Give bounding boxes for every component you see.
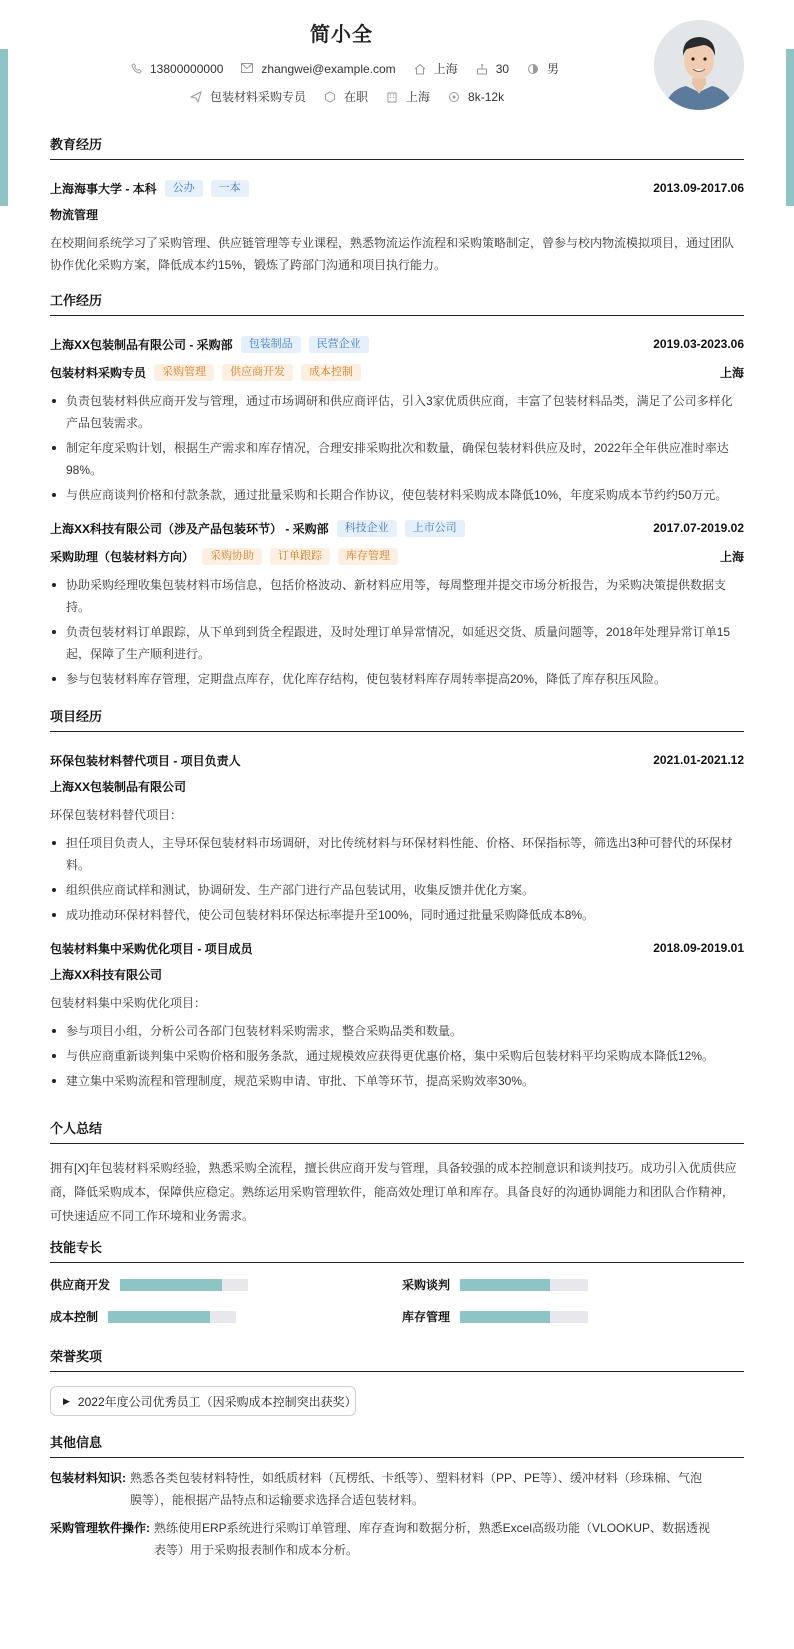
skill-bar [460,1279,588,1291]
project-row [50,750,744,770]
job-intent-row [190,88,522,105]
job-role-row [50,362,744,382]
job-location: 上海 [719,549,744,564]
phone-icon [130,63,142,75]
list-item: 担任项目负责人，主导环保包装材料市场调研，对比传统材料与环保材料性能、价格、环保指标等，筛选出3种可替代的环保材料。 [50,832,744,876]
summary-section [50,1118,744,1228]
list-item: 参与项目小组，分析公司各部门包装材料采购需求，整合采购品类和数量。 [50,1020,744,1042]
list-item: 负责包装材料订单跟踪，从下单到到货全程跟进，及时处理订单异常情况，如延迟交货、质量问题等，2018年处理异常订单15起，保障了生产顺利进行。 [50,621,744,665]
list-item: 组织供应商试样和测试，协调研发、生产部门进行产品包装试用，收集反馈并优化方案。 [50,879,744,901]
other-item [50,1467,710,1511]
education-date: 2013.09-2017.06 [653,181,744,195]
other-section [50,1432,744,1458]
job-location: 上海 [719,365,744,380]
list-item: 制定年度采购计划，根据生产需求和库存情况，合理安排采购批次和数量，确保包装材料供应及时，2022年全年供应准时率达98%。 [50,437,744,481]
list-item: 协助采购经理收集包装材料市场信息，包括价格波动、新材料应用等，每周整理并提交市场分析报告，为采购决策提供数据支持。 [50,574,744,618]
school-name: 上海海事大学 - 本科 [50,181,157,196]
education-desc: 在校期间系统学习了采购管理、供应链管理等专业课程，熟悉物流运作流程和采购策略制定，曾参与校内物流模拟项目，通过团队协作优化采购方案，降低成本约15%，锻炼了跨部门沟通和项目执行能力。 [50,236,735,272]
summary-text: 拥有[X]年包装材料采购经验，熟悉采购全流程，擅长供应商开发与管理，具备较强的成本控制意识和谈判技巧。成功引入优质供应商，降低采购成本，保障供应稳定。熟练运用采购管理软件，能高效处理订单和库存。具备良好的沟通协调能力和团队合作精神，可快速适应不同工作环境和业务需求。 [50,1161,737,1223]
section-title-education: 教育经历 [50,134,744,160]
skill-name: 供应商开发 [50,1278,111,1292]
award-text: 2022年度公司优秀员工（因采购成本控制突出获奖） [77,1394,357,1409]
list-item: 与供应商重新谈判集中采购价格和服务条款，通过规模效应获得更优惠价格，集中采购后包装材料平均采购成本降低12%。 [50,1045,744,1067]
job-date: 2017.07-2019.02 [653,521,744,535]
section-title-projects: 项目经历 [50,706,744,732]
other-value: 熟悉各类包装材料特性，如纸质材料（瓦楞纸、卡纸等）、塑料材料（PP、PE等）、缓冲材料（珍珠棉、气泡膜等），能根据产品特点和运输要求选择合适包装材料。 [130,1471,703,1507]
project-name: 环保包装材料替代项目 - 项目负责人 [50,753,241,768]
education-section [50,134,744,276]
job-role: 包装材料采购专员 [50,365,147,380]
skill-item [402,1276,588,1293]
money-icon [448,91,460,103]
caret-right-icon: ▶ [63,1395,70,1406]
phone-item: 13800000000 [130,62,223,76]
skill-bar [108,1311,236,1323]
project-name: 包装材料集中采购优化项目 - 项目成员 [50,941,253,956]
cake-icon [476,63,488,75]
project-row [50,938,744,958]
role-tag: 库存管理 [338,548,398,565]
skill-name: 成本控制 [50,1310,99,1324]
position-item: 包装材料采购专员 [190,88,306,105]
project-bullets [50,832,744,926]
section-title-skills: 技能专长 [50,1237,744,1263]
gender-icon [527,63,539,75]
job-company-row [50,334,744,354]
company-tag: 民营企业 [309,336,369,353]
award-item[interactable] [50,1386,356,1416]
skill-name: 采购谈判 [402,1278,451,1292]
skill-bar [460,1311,588,1323]
mail-icon [241,63,253,75]
hexagon-icon [324,91,336,103]
school-tag: 一本 [211,180,249,197]
company-tag: 上市公司 [405,520,465,537]
other-item [50,1517,720,1561]
skill-bar-fill [460,1311,550,1323]
skill-bar-fill [108,1311,210,1323]
company-tag: 科技企业 [337,520,397,537]
gender-item: 男 [527,60,559,77]
role-tag: 采购管理 [154,364,214,381]
candidate-name: 简小全 [310,24,373,46]
list-item: 负责包装材料供应商开发与管理，通过市场调研和供应商评估，引入3家优质供应商，丰富了包装材料品类，满足了公司多样化产品包装需求。 [50,390,744,434]
project-company: 上海XX科技有限公司 [50,968,163,982]
building-icon [386,91,398,103]
work-section [50,290,744,693]
job-bullets [50,574,744,690]
age-item: 30 [476,62,509,76]
project-intro: 环保包装材料替代项目： [50,808,183,822]
job-role: 采购助理（包装材料方向） [50,549,195,564]
role-tag: 成本控制 [301,364,361,381]
skill-item [50,1276,248,1293]
status-item: 在职 [324,88,368,105]
salary-item: 8k-12k [448,90,504,104]
major: 物流管理 [50,208,99,222]
contact-row [130,60,577,77]
other-key: 包装材料知识: [50,1471,126,1485]
honors-section [50,1346,744,1372]
other-key: 采购管理软件操作: [50,1521,150,1535]
skill-bar [120,1279,248,1291]
project-date: 2018.09-2019.01 [653,941,744,955]
role-tag: 订单跟踪 [270,548,330,565]
home-icon [414,63,426,75]
list-item: 建立集中采购流程和管理制度，规范采购申请、审批、下单等环节，提高采购效率30%。 [50,1070,744,1092]
other-value: 熟练使用ERP系统进行采购订单管理、库存查询和数据分析，熟悉Excel高级功能（VLOOKUP、数据透视表等）用于采购报表制作和成本分析。 [154,1521,711,1557]
job-role-row [50,546,744,566]
project-bullets [50,1020,744,1092]
city-item: 上海 [414,60,458,77]
project-company: 上海XX包装制品有限公司 [50,780,187,794]
job-bullets [50,390,744,506]
send-icon [190,91,202,103]
skill-item [50,1308,236,1325]
job-date: 2019.03-2023.06 [653,337,744,351]
role-tag: 供应商开发 [222,364,293,381]
job-company-row [50,518,744,538]
company-tag: 包装制品 [241,336,301,353]
role-tag: 采购协助 [202,548,262,565]
section-title-summary: 个人总结 [50,1118,744,1144]
section-title-work: 工作经历 [50,290,744,316]
skill-bar-fill [460,1279,550,1291]
skills-section [50,1237,744,1263]
email-item: zhangwei@example.com [241,62,395,76]
project-date: 2021.01-2021.12 [653,753,744,767]
project-intro: 包装材料集中采购优化项目： [50,996,207,1010]
company-name: 上海XX包装制品有限公司 - 采购部 [50,337,233,352]
education-row [50,178,744,198]
skill-name: 库存管理 [402,1310,451,1324]
school-tag: 公办 [165,180,203,197]
list-item: 成功推动环保材料替代，使公司包装材料环保达标率提升至100%，同时通过批量采购降低成本8%。 [50,904,744,926]
avatar [654,20,744,110]
section-title-honors: 荣誉奖项 [50,1346,744,1372]
projects-section [50,706,744,1095]
section-title-other: 其他信息 [50,1432,744,1458]
skill-item [402,1308,588,1325]
resume-header [0,0,794,130]
list-item: 与供应商谈判价格和付款条款，通过批量采购和长期合作协议，使包装材料采购成本降低10%，年度采购成本节约约50万元。 [50,484,744,506]
target-city-item: 上海 [386,88,430,105]
list-item: 参与包装材料库存管理，定期盘点库存，优化库存结构，使包装材料库存周转率提高20%，降低了库存积压风险。 [50,668,744,690]
skill-bar-fill [120,1279,222,1291]
company-name: 上海XX科技有限公司（涉及产品包装环节） - 采购部 [50,521,329,536]
